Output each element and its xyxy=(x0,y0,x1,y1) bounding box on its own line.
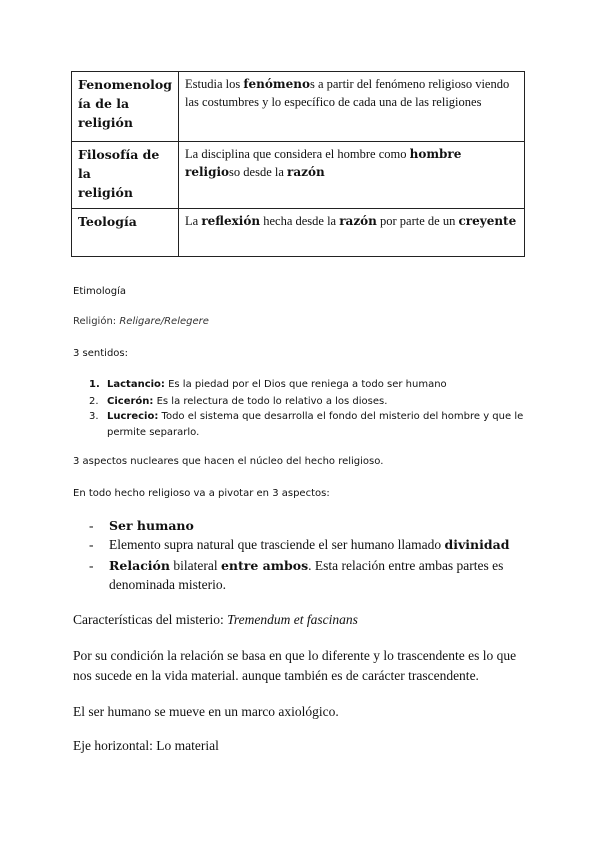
bullet-dash: - xyxy=(89,537,94,552)
table-term-cell xyxy=(72,209,179,257)
definition-text: desde la xyxy=(240,165,288,179)
list-number: 3. xyxy=(89,411,99,422)
etimologia-heading: Etimología xyxy=(73,286,127,297)
table-definition-cell xyxy=(179,209,525,257)
bullet-continuation: denominada misterio. xyxy=(109,577,226,592)
definition-keyword: fenómeno xyxy=(243,77,310,91)
table-definition-cell xyxy=(179,142,525,209)
misterio-label: Características del misterio: xyxy=(73,612,228,627)
religion-terms: Religare/Relegere xyxy=(119,316,209,327)
table-term-line: religión xyxy=(78,185,133,200)
list-item-text: Todo el sistema que desarrolla el fondo del misterio del hombre y que le xyxy=(158,411,524,422)
bullet-dash: - xyxy=(89,518,94,533)
definitions-table xyxy=(71,71,525,257)
paragraph-1-line-1: Por su condición la relación se basa en que lo diferente y lo trascendente es lo que xyxy=(73,648,517,663)
definition-text: por parte de un xyxy=(376,214,459,228)
paragraph-1-line-2: nos sucede en la vida material. aunque también es de carácter trascendente. xyxy=(73,668,479,683)
paragraph-3: Eje horizontal: Lo material xyxy=(73,738,219,753)
bullet-keyword: Relación xyxy=(109,558,170,573)
definition-text: so xyxy=(229,165,241,179)
definition-keyword: reflexión xyxy=(201,214,261,228)
religion-label: Religión: xyxy=(73,316,120,327)
definition-keyword: razón xyxy=(339,214,377,228)
bullet-item xyxy=(89,516,194,535)
sentidos-label: 3 sentidos: xyxy=(73,348,128,359)
bullet-text: . Esta relación entre ambas partes es xyxy=(308,558,504,573)
definition-keyword: razón xyxy=(287,165,325,179)
misterio-terms: Tremendum et fascinans xyxy=(227,612,358,627)
list-item xyxy=(89,394,387,410)
definitions-table-body xyxy=(72,72,525,257)
table-term-cell xyxy=(72,72,179,142)
definition-keyword: hombre religio xyxy=(185,147,462,179)
definition-keyword: creyente xyxy=(458,214,517,228)
table-term-line: ía de la xyxy=(78,96,130,111)
religion-line xyxy=(73,316,209,327)
bullet-keyword: divinidad xyxy=(444,537,510,552)
bullet-item xyxy=(89,556,503,594)
list-item-name: Lactancio: xyxy=(107,379,165,390)
paragraph-2: El ser humano se mueve en un marco axiológico. xyxy=(73,704,339,719)
list-item-text: Es la relectura de todo lo relativo a los dioses. xyxy=(153,396,388,407)
definition-text: a partir del fenómeno religioso viendo las costumbres y lo específico de cada una de las religiones xyxy=(185,77,510,109)
list-number: 2. xyxy=(89,396,99,407)
definition-text: La xyxy=(185,214,202,228)
table-term-line: Fenomenolog xyxy=(78,77,173,92)
definition-text: s xyxy=(309,77,315,91)
definition-text: Estudia los xyxy=(185,77,244,91)
table-term-cell xyxy=(72,142,179,209)
list-item-text: Es la piedad por el Dios que reniega a todo ser humano xyxy=(164,379,447,390)
list-item-continuation: permite separarlo. xyxy=(107,427,200,438)
definition-text: hecha desde la xyxy=(260,214,340,228)
table-row xyxy=(72,209,525,257)
list-item xyxy=(89,377,447,393)
definition-text: La disciplina que considera el hombre como xyxy=(185,147,410,161)
aspectos-pivotar: En todo hecho religioso va a pivotar en 3 aspectos: xyxy=(73,488,330,499)
bullet-text: Elemento supra natural que trasciende el ser humano llamado xyxy=(109,537,445,552)
table-row xyxy=(72,142,525,209)
table-term-line: Filosofía de la xyxy=(78,147,160,181)
bullet-dash: - xyxy=(89,558,94,573)
bullet-text: bilateral xyxy=(169,558,221,573)
aspectos-nucleares: 3 aspectos nucleares que hacen el núcleo del hecho religioso. xyxy=(73,456,384,467)
bullet-item xyxy=(89,535,509,554)
list-item-name: Lucrecio: xyxy=(107,411,159,422)
table-definition-cell xyxy=(179,72,525,142)
table-row xyxy=(72,72,525,142)
list-item-name: Cicerón: xyxy=(107,396,154,407)
list-number: 1. xyxy=(89,379,100,390)
table-term-line: Teología xyxy=(78,214,137,229)
bullet-keyword: entre ambos xyxy=(220,558,309,573)
bullet-keyword: Ser humano xyxy=(109,518,194,533)
misterio-line xyxy=(73,612,358,628)
list-item xyxy=(89,409,523,441)
table-term-line: religión xyxy=(78,115,133,130)
